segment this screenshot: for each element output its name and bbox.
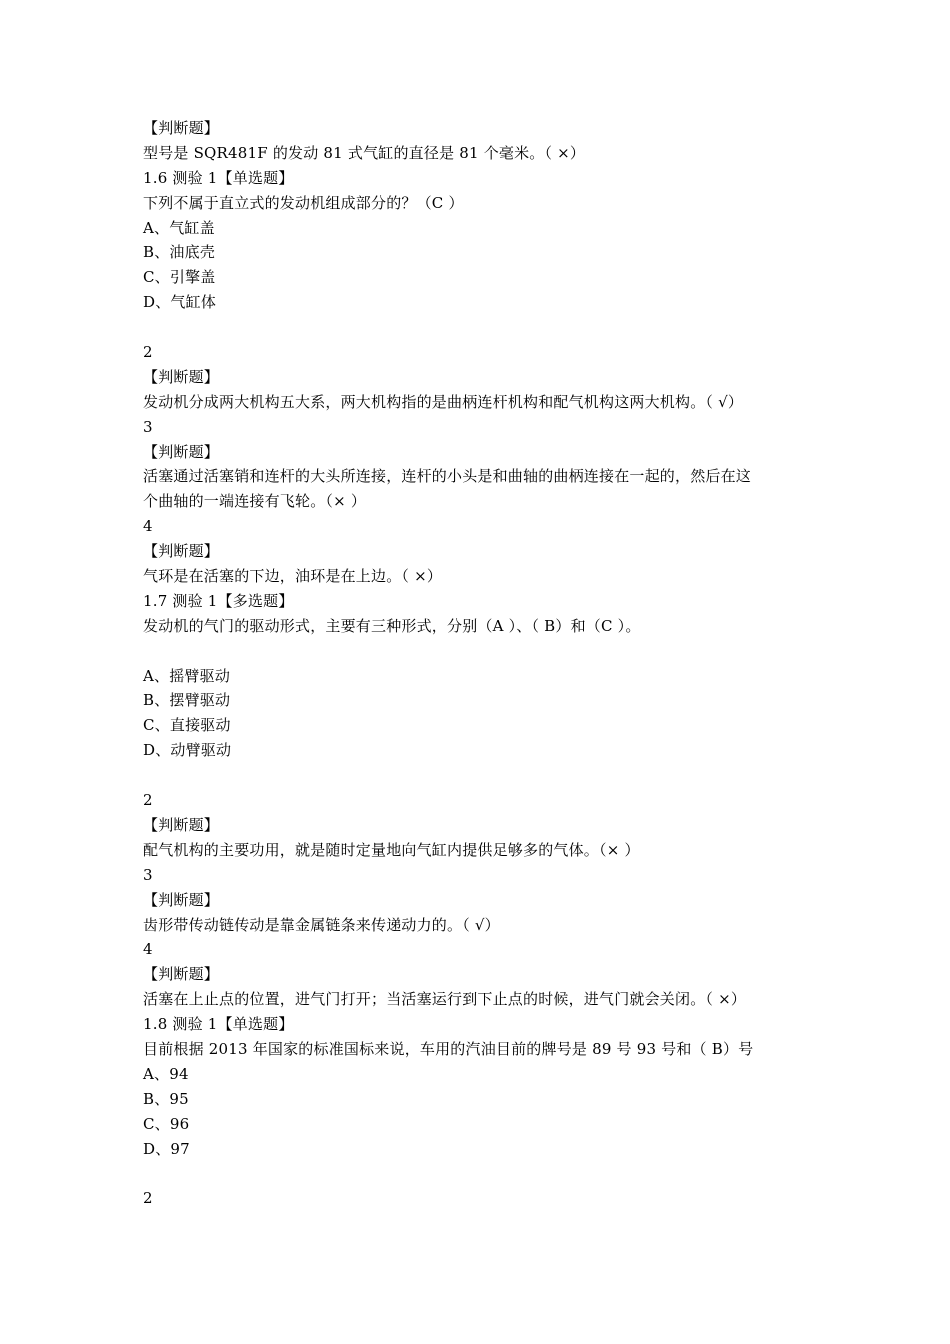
answer-option: C、直接驱动 (143, 716, 231, 735)
question-text: 活塞通过活塞销和连杆的大头所连接，连杆的小头是和曲轴的曲柄连接在一起的，然后在这 (143, 467, 752, 486)
answer-option: A、摇臂驱动 (143, 666, 231, 685)
question-number: 4 (143, 517, 153, 536)
question-text: 活塞在上止点的位置，进气门打开；当活塞运行到下止点的时候，进气门就会关闭。（ ×） (143, 990, 747, 1009)
question-number: 2 (143, 343, 153, 362)
blank-line (143, 1161, 823, 1186)
answer-option: D、动臂驱动 (143, 741, 232, 760)
question-text-continued: 个曲轴的一端连接有飞轮。（× ） (143, 492, 367, 511)
answer-option: B、摆臂驱动 (143, 691, 231, 710)
section-heading: 1.8 测验 1【单选题】 (143, 1015, 294, 1034)
answer-option: A、气缸盖 (143, 218, 215, 237)
blank-line (143, 315, 823, 340)
answer-option: B、95 (143, 1089, 189, 1108)
answer-option: C、引擎盖 (143, 268, 216, 287)
question-heading: 【判断题】 (143, 367, 220, 386)
blank-line (143, 639, 823, 664)
question-number: 2 (143, 1189, 153, 1208)
question-number: 4 (143, 940, 153, 959)
question-number: 2 (143, 791, 153, 810)
question-text: 发动机的气门的驱动形式，主要有三种形式，分别（A ）、（ B）和（C ）。 (143, 616, 641, 635)
question-number: 3 (143, 417, 153, 436)
question-text: 配气机构的主要功用，就是随时定量地向气缸内提供足够多的气体。（× ） (143, 840, 640, 859)
question-text: 型号是 SQR481F 的发动 81 式气缸的直径是 81 个毫米。（ ×） (143, 143, 586, 162)
question-text: 下列不属于直立式的发动机组成部分的？（C ） (143, 193, 464, 212)
blank-line (143, 763, 823, 788)
answer-option: D、气缸体 (143, 293, 217, 312)
question-text: 目前根据 2013 年国家的标准国标来说，车用的汽油目前的牌号是 89 号 93 号和（ B）号 (143, 1039, 754, 1058)
question-number: 3 (143, 865, 153, 884)
question-text: 气环是在活塞的下边，油环是在上边。（ ×） (143, 567, 443, 586)
question-heading: 【判断题】 (143, 542, 220, 561)
question-text: 发动机分成两大机构五大系，两大机构指的是曲柄连杆机构和配气机构这两大机构。（ √） (143, 392, 744, 411)
answer-option: B、油底壳 (143, 243, 216, 262)
answer-option: D、97 (143, 1139, 190, 1158)
question-heading: 【判断题】 (143, 890, 220, 909)
section-heading: 1.6 测验 1【单选题】 (143, 168, 294, 187)
answer-option: C、96 (143, 1114, 190, 1133)
question-heading: 【判断题】 (143, 119, 220, 137)
question-text: 齿形带传动链传动是靠金属链条来传递动力的。（ √） (143, 915, 500, 934)
question-heading: 【判断题】 (143, 815, 220, 834)
document-page (143, 116, 823, 1211)
question-heading: 【判断题】 (143, 442, 220, 461)
answer-option: A、94 (143, 1064, 189, 1083)
question-heading: 【判断题】 (143, 965, 220, 984)
section-heading: 1.7 测验 1【多选题】 (143, 591, 294, 610)
